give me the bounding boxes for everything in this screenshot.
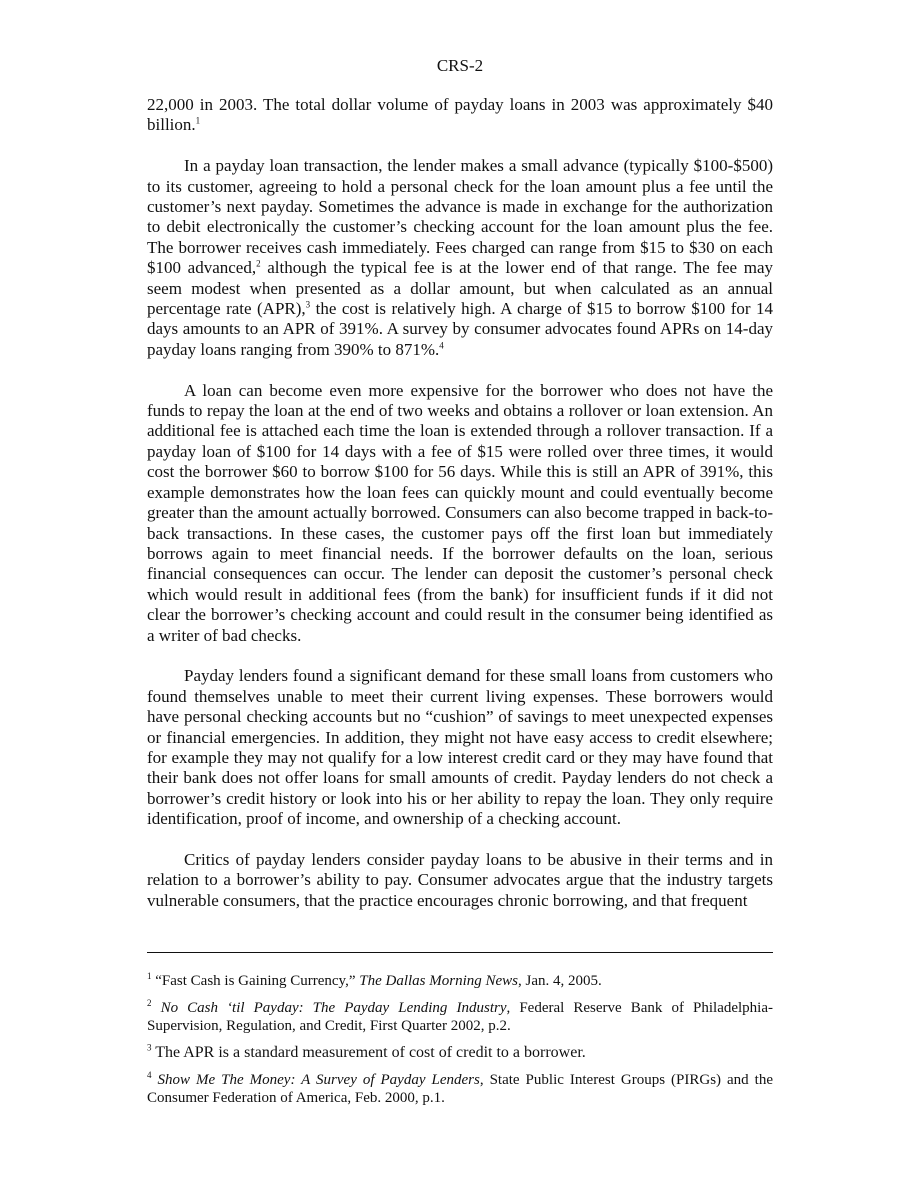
footnote-number: 4 — [147, 1070, 152, 1080]
footnote-title: No Cash ‘til Payday: The Payday Lending Industry — [160, 1000, 507, 1016]
body-text — [147, 95, 773, 911]
paragraph-text: In a payday loan transaction, the lender makes a small advance (typically $100-$500) to its customer, agreeing to hold a personal check for the loan amount plus a fee until the customer’s next payday. Sometimes the advance is made in exchange for the authorization to debit electronically the customer’s checking account for the loan amount plus the fee. The borrower receives cash immediately. Fees charged can range from $15 to $30 on each $100 advanced, — [147, 156, 773, 278]
footnote-text: , Federal Reserve Bank of Philadelphia-Supervision, Regulation, and Credit, First Quarter 2002, p.2. — [147, 1000, 774, 1034]
footnote-ref-2: 2 — [256, 258, 261, 269]
footnote-number: 2 — [147, 998, 152, 1008]
footnote-number: 3 — [147, 1042, 152, 1053]
footnote-text: The APR is a standard measurement of cost of credit to a borrower. — [155, 1044, 586, 1061]
footnote-4 — [147, 1071, 773, 1107]
footnote-2 — [147, 999, 773, 1035]
footnote-text: , Jan. 4, 2005. — [518, 973, 602, 989]
paragraph-text: 22,000 in 2003. The total dollar volume of payday loans in 2003 was approximately $40 billion. — [147, 95, 773, 135]
paragraph-text: although the typical fee is at the lower end of that range. The fee may seem modest when presented as a dollar amount, but when calculated as an annual percentage rate (APR), — [147, 258, 774, 319]
footnote-number: 1 — [147, 971, 152, 981]
paragraph-4: Payday lenders found a significant demand for these small loans from customers who found themselves unable to meet their current living expenses. These borrowers would have personal checking accounts but no “cushion” of savings to meet unexpected expenses or financial emergencies. In addition, they might not have easy access to credit elsewhere; for example they may not qualify for a low interest credit card or they may have found that their bank does not offer loans for small amounts of credit. Payday lenders do not check a borrower’s credit history or look into his or her ability to repay the loan. They only require identification, proof of income, and ownership of a checking account. — [147, 666, 773, 829]
footnote-ref-1: 1 — [195, 115, 201, 126]
footnote-ref-4: 4 — [439, 340, 444, 351]
paragraph-2 — [147, 156, 773, 360]
footnote-divider — [147, 952, 773, 953]
footnote-title: Show Me The Money: A Survey of Payday Lenders — [157, 1072, 480, 1088]
paragraph-1 — [147, 95, 773, 136]
footnote-text: “Fast Cash is Gaining Currency,” — [155, 973, 360, 989]
paragraph-5: Critics of payday lenders consider payday loans to be abusive in their terms and in relation to a borrower’s ability to pay. Consumer advocates argue that the industry targets vulnerable consumers, that the practice encourages chronic borrowing, and that frequent — [147, 849, 773, 910]
footnote-ref-3: 3 — [305, 299, 311, 310]
footnote-text: , State Public Interest Groups (PIRGs) and the Consumer Federation of America, Feb. 2000, p.1. — [147, 1072, 773, 1106]
footnote-3 — [147, 1044, 773, 1062]
footnotes — [147, 972, 773, 1116]
paragraph-text: the cost is relatively high. A charge of $15 to borrow $100 for 14 days amounts to an APR of 391%. A survey by consumer advocates found APRs on 14-day payday loans ranging from 390% to 871%. — [147, 299, 773, 359]
footnote-title: The Dallas Morning News — [359, 973, 519, 989]
footnote-1 — [147, 972, 773, 990]
page-header: CRS-2 — [436, 56, 484, 75]
paragraph-3: A loan can become even more expensive for the borrower who does not have the funds to repay the loan at the end of two weeks and obtains a rollover or loan extension. An additional fee is attached each time the loan is extended through a rollover transaction. If a payday loan of $100 for 14 days with a fee of $15 were rolled over three times, it would cost the borrower $60 to borrow $100 for 56 days. While this is still an APR of 391%, this example demonstrates how the loan fees can quickly mount and could eventually become greater than the amount actually borrowed. Consumers can also become trapped in back-to-back transactions. In these cases, the customer pays off the first loan but immediately borrows again to meet financial needs. If the borrower defaults on the loan, serious financial consequences can occur. The lender can deposit the customer’s personal check which would result in additional fees (from the bank) for insufficient funds if it did not clear the borrower’s checking account and could result in the consumer being identified as a writer of bad checks. — [147, 380, 773, 645]
